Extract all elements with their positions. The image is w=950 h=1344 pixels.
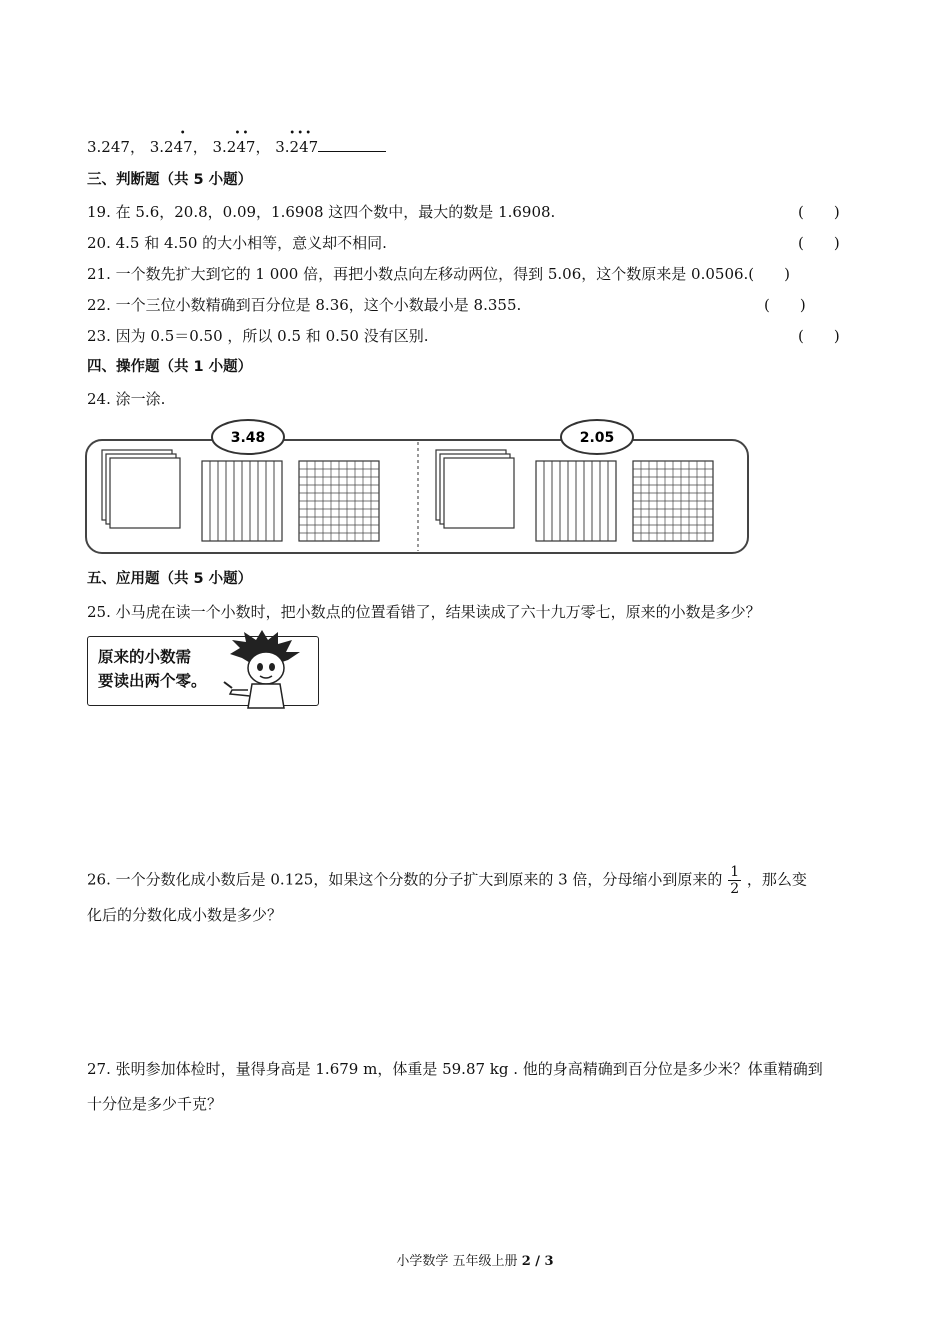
q18-sequence xyxy=(87,128,386,157)
repeat-dot: • xyxy=(297,128,304,139)
seq-term-2 xyxy=(149,128,193,157)
section3-heading: 三、判断题（共 5 小题） xyxy=(87,172,253,188)
repeat-dot: • xyxy=(289,128,296,139)
page-footer xyxy=(0,1250,950,1269)
seq-separator: ， xyxy=(192,138,208,156)
q26-text-a: 26. 一个分数化成小数后是 0.125，如果这个分数的分子扩大到原来的 3 倍，分母缩小到原来的 xyxy=(87,870,723,889)
seq-term-4-text: 3.247 xyxy=(275,138,319,156)
section4-heading: 四、操作题（共 1 小题） xyxy=(87,359,253,375)
q23-answer-paren[interactable]: ( ) xyxy=(798,327,840,345)
repeat-dot: • xyxy=(234,128,241,139)
repeat-dot: • xyxy=(305,128,312,139)
q20-answer-paren[interactable]: ( ) xyxy=(798,234,840,252)
q26-frac-den: 2 xyxy=(730,881,740,897)
q22-answer-paren[interactable]: ( ) xyxy=(764,296,806,314)
q25-text: 25. 小马虎在读一个小数时，把小数点的位置看错了，结果读成了六十九万零七，原来的小数是多少？ xyxy=(87,603,761,621)
answer-blank[interactable] xyxy=(318,137,386,152)
cartoon-boy-illustration xyxy=(222,628,322,710)
q26-frac-num: 1 xyxy=(730,864,740,880)
repeat-dot: • xyxy=(179,128,186,139)
q21-text-body: 21. 一个数先扩大到它的 1 000 倍，再把小数点向左移动两位，得到 5.06，这个数原来是 0.0506. xyxy=(87,265,749,283)
q27-line-2: 十分位是多少千克？ xyxy=(87,1095,223,1113)
q22-text: 22. 一个三位小数精确到百分位是 8.36，这个小数最小是 8.355. xyxy=(87,296,522,314)
q26-text-b: ，那么变 xyxy=(746,870,807,889)
q27-line-1: 27. 张明参加体检时，量得身高是 1.679 m，体重是 59.87 kg . 他的身高精确到百分位是多少米？体重精确到 xyxy=(87,1060,823,1078)
shading-exercise-figure[interactable] xyxy=(84,418,752,556)
seq-term-4 xyxy=(275,128,319,157)
section5-heading: 五、应用题（共 5 小题） xyxy=(87,571,253,587)
q21-answer-paren[interactable]: ( ) xyxy=(748,265,791,283)
seq-separator: ， xyxy=(129,138,145,156)
q19-answer-paren[interactable]: ( ) xyxy=(798,203,840,221)
seq-separator: ， xyxy=(255,138,271,156)
footer-text: 小学数学 五年级上册 xyxy=(396,1254,522,1269)
bubble-text xyxy=(98,645,228,693)
label-right: 2.05 xyxy=(579,430,615,446)
q26-line-2: 化后的分数化成小数是多少？ xyxy=(87,906,283,924)
q24-text: 24. 涂一涂. xyxy=(87,390,166,408)
seq-term-2-text: 3.247 xyxy=(149,138,193,156)
q23-text: 23. 因为 0.5＝0.50 ，所以 0.5 和 0.50 没有区别. xyxy=(87,327,429,345)
seq-term-3-text: 3.247 xyxy=(212,138,256,156)
bubble-line-2: 要读出两个零。 xyxy=(98,672,207,690)
bubble-line-1: 原来的小数需 xyxy=(98,648,192,666)
q21-text xyxy=(87,264,790,284)
repeat-dot: • xyxy=(242,128,249,139)
whole-square[interactable] xyxy=(110,458,180,528)
q19-text: 19. 在 5.6，20.8，0.09，1.6908 这四个数中，最大的数是 1.6908. xyxy=(87,203,556,221)
seq-term-3 xyxy=(212,128,256,157)
q20-text: 20. 4.5 和 4.50 的大小相等，意义却不相同. xyxy=(87,234,387,252)
q26-fraction xyxy=(728,864,741,897)
whole-square[interactable] xyxy=(444,458,514,528)
seq-term-1: 3.247 xyxy=(87,138,130,156)
q26-line-1 xyxy=(87,864,807,897)
page-number: 2 / 3 xyxy=(521,1254,554,1269)
label-left: 3.48 xyxy=(230,430,266,446)
